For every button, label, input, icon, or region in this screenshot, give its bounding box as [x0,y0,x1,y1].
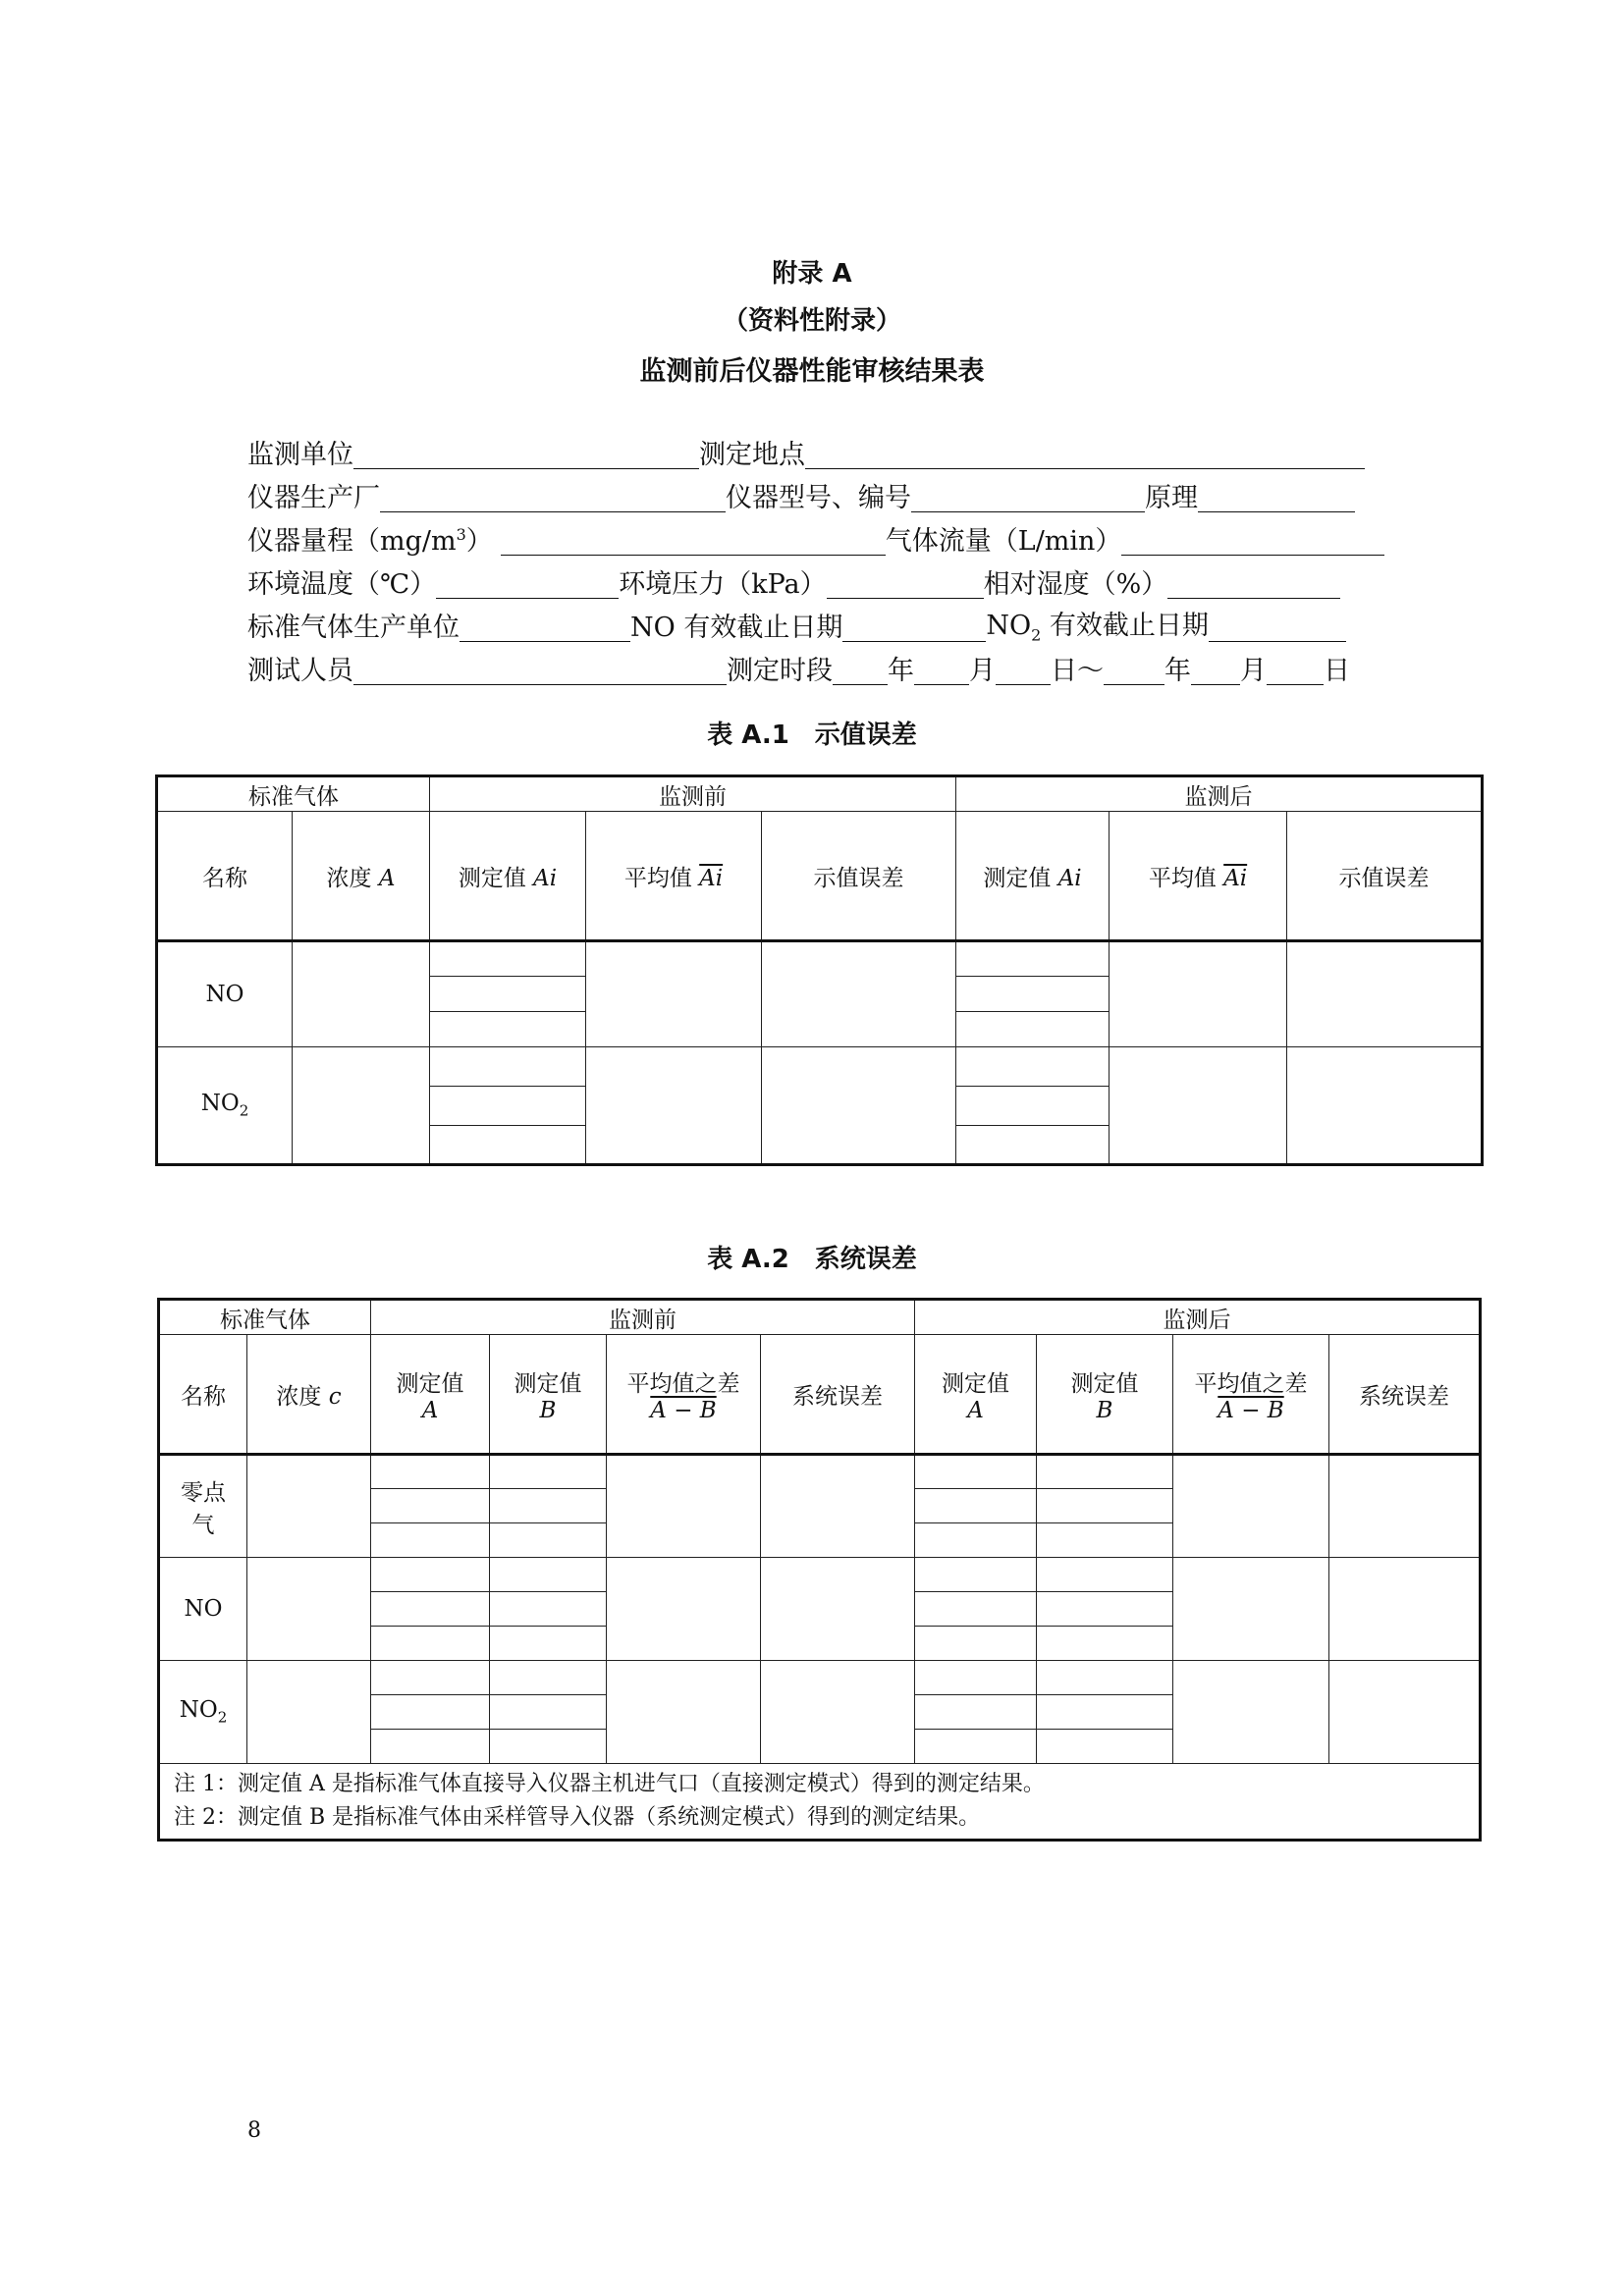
t2-cell[interactable] [607,1558,761,1661]
t2-cell[interactable] [607,1455,761,1558]
t1-cell[interactable] [762,1047,956,1165]
t2-cell[interactable] [1037,1695,1173,1730]
appendix-type: （资料性附录） [722,306,901,336]
t1-row-no2-label: $NO_2$ [157,1047,293,1165]
day-label: 日～ [1051,656,1104,686]
month-label: 月 [969,656,996,686]
t2-cell[interactable] [1037,1661,1173,1695]
t2-cell[interactable] [1329,1661,1481,1764]
t2-cell[interactable] [607,1661,761,1764]
t1-error-before-header: 示值误差 [762,812,956,941]
day2-label: 日 [1324,656,1350,686]
note-1: 注 1：测定值 A 是指标准气体直接导入仪器主机进气口（直接测定模式）得到的测定结果。 [174,1772,1045,1796]
form-row-unit [247,432,1386,475]
t1-conc-header: 浓度 A [293,812,430,941]
t1-measured-after-header: 测定值 Ai [956,812,1110,941]
month2-label: 月 [1240,656,1267,686]
t2-cell[interactable] [761,1661,915,1764]
t2-cell[interactable] [247,1455,371,1558]
t1-cell[interactable] [1110,1047,1287,1165]
t2-cell[interactable] [1037,1558,1173,1592]
indication-error-table [155,774,1484,1166]
unit-field[interactable] [353,439,699,469]
month2-field[interactable] [1191,655,1240,685]
t1-cell[interactable] [430,1087,586,1126]
t2-cell[interactable] [490,1592,607,1627]
t1-cell[interactable] [1287,941,1483,1047]
t2-cell[interactable] [915,1592,1037,1627]
model-label: 仪器型号、编号 [726,483,911,513]
principle-label: 原理 [1145,483,1198,513]
t1-measured-before-header: 测定值 Ai [430,812,586,941]
range-label: 仪器量程$(mg/m^3)$ [247,525,493,557]
t2-cell[interactable] [371,1592,490,1627]
t2-cell[interactable] [490,1489,607,1523]
t2-measured-a-after-header: 测定值 A [915,1335,1037,1455]
t2-cell[interactable] [371,1730,490,1764]
t1-cell[interactable] [956,1126,1110,1165]
t1-row-no-label: NO [157,941,293,1047]
t2-measured-a-before-header: 测定值 A [371,1335,490,1455]
month-field[interactable] [914,655,969,685]
manufacturer-field[interactable] [380,482,726,512]
t1-cell[interactable] [956,977,1110,1012]
t2-cell[interactable] [1173,1661,1329,1764]
t2-cell[interactable] [1037,1627,1173,1661]
period-label: 测定时段 [727,656,833,686]
year2-field[interactable] [1104,655,1164,685]
t2-cell[interactable] [1329,1558,1481,1661]
t2-cell[interactable] [247,1661,371,1764]
year2-label: 年 [1164,656,1191,686]
t2-cell[interactable] [490,1558,607,1592]
tester-field[interactable] [353,655,727,685]
t2-cell[interactable] [490,1695,607,1730]
t2-cell[interactable] [1173,1455,1329,1558]
t2-cell[interactable] [371,1661,490,1695]
t1-cell[interactable] [430,1047,586,1087]
form-row-manufacturer [247,475,1386,518]
t2-cell[interactable] [490,1730,607,1764]
site-field[interactable] [805,439,1365,469]
t2-error-before-header: 系统误差 [761,1335,915,1455]
t2-cell[interactable] [915,1455,1037,1489]
t1-cell[interactable] [1287,1047,1483,1165]
t2-before-header: 监测前 [371,1300,915,1335]
t1-before-header: 监测前 [430,776,956,812]
t2-avg-diff-before-header: 平均值之差 A − B [607,1335,761,1455]
t1-cell[interactable] [586,941,762,1047]
note-2: 注 2：测定值 B 是指标准气体由采样管导入仪器（系统测定模式）得到的测定结果。 [174,1805,981,1830]
no2-expiry-label: $NO_2$ 有效截止日期 [986,610,1209,644]
t1-cell[interactable] [430,1126,586,1165]
t2-std-gas-header: 标准气体 [159,1300,371,1335]
t2-cell[interactable] [490,1627,607,1661]
t1-cell[interactable] [293,941,430,1047]
t2-cell[interactable] [371,1455,490,1489]
t2-conc-header: 浓度 c [247,1335,371,1455]
t2-avg-diff-after-header: 平均值之差 A − B [1173,1335,1329,1455]
principle-field[interactable] [1198,482,1355,512]
unit-label: 监测单位 [247,440,353,470]
day2-field[interactable] [1267,655,1324,685]
t2-notes [159,1764,1481,1841]
t2-cell[interactable] [1329,1455,1481,1558]
t1-after-header: 监测后 [956,776,1483,812]
t2-cell[interactable] [490,1455,607,1489]
t2-cell[interactable] [1037,1489,1173,1523]
t1-error-after-header: 示值误差 [1287,812,1483,941]
t2-cell[interactable] [915,1558,1037,1592]
t1-cell[interactable] [956,941,1110,977]
gas-maker-label: 标准气体生产单位 [247,613,460,643]
no2-expiry-field[interactable] [1209,612,1346,642]
no-expiry-label: NO 有效截止日期 [630,613,843,643]
temp-label: 环境温度（℃） [247,569,437,600]
page-number: 8 [247,2118,261,2143]
form-row-gas [247,605,1386,648]
tester-label: 测试人员 [247,656,353,686]
gas-maker-field[interactable] [460,612,630,642]
appendix-label: 附录 A [772,259,852,289]
t2-cell[interactable] [371,1695,490,1730]
t1-cell[interactable] [586,1047,762,1165]
t1-cell[interactable] [762,941,956,1047]
t2-cell[interactable] [915,1730,1037,1764]
site-label: 测定地点 [699,440,805,470]
t2-cell[interactable] [761,1558,915,1661]
t2-cell[interactable] [915,1695,1037,1730]
t2-measured-b-after-header: 测定值 B [1037,1335,1173,1455]
t1-cell[interactable] [430,1012,586,1047]
day-field[interactable] [996,655,1051,685]
humidity-field[interactable] [1167,568,1340,599]
t2-cell[interactable] [761,1455,915,1558]
t2-cell[interactable] [490,1523,607,1558]
system-error-table [157,1298,1482,1842]
t2-cell[interactable] [915,1627,1037,1661]
t1-avg-after-header: 平均值 $\overline{Ai}$ [1110,812,1287,941]
t2-cell[interactable] [247,1558,371,1661]
year-field[interactable] [833,655,888,685]
t2-cell[interactable] [371,1627,490,1661]
form-row-environment [247,561,1386,605]
page-title: 监测前后仪器性能审核结果表 [639,356,985,387]
t2-cell[interactable] [1037,1592,1173,1627]
temp-field[interactable] [436,568,619,599]
t2-cell[interactable] [915,1489,1037,1523]
humidity-label: 相对湿度（%） [983,569,1168,600]
t2-cell[interactable] [490,1661,607,1695]
t1-name-header: 名称 [157,812,293,941]
t2-row-zero-label: 零点 气 [159,1455,247,1558]
t2-error-after-header: 系统误差 [1329,1335,1481,1455]
table1-caption: 表 A.1 示值误差 [707,721,917,750]
t2-cell[interactable] [915,1523,1037,1558]
t1-cell[interactable] [430,941,586,977]
manufacturer-label: 仪器生产厂 [247,483,380,513]
year-label: 年 [888,656,914,686]
table2-caption: 表 A.2 系统误差 [707,1245,917,1274]
t2-cell[interactable] [371,1489,490,1523]
range-field[interactable] [501,525,886,556]
t1-cell[interactable] [956,1047,1110,1087]
no-expiry-field[interactable] [842,612,986,642]
t1-cell[interactable] [430,977,586,1012]
form-row-tester [247,648,1386,691]
flow-field[interactable] [1121,525,1384,556]
t2-measured-b-before-header: 测定值 B [490,1335,607,1455]
model-field[interactable] [911,482,1145,512]
t2-cell[interactable] [371,1523,490,1558]
t1-std-gas-header: 标准气体 [157,776,430,812]
t1-cell[interactable] [1110,941,1287,1047]
t2-cell[interactable] [371,1558,490,1592]
t2-row-no-label: NO [159,1558,247,1661]
t2-after-header: 监测后 [915,1300,1481,1335]
t2-row-no2-label: $NO_2$ [159,1661,247,1764]
t1-cell[interactable] [293,1047,430,1165]
t1-avg-before-header: 平均值 $\overline{Ai}$ [586,812,762,941]
pressure-field[interactable] [827,568,984,599]
pressure-label: 环境压力（kPa） [619,569,827,600]
t2-cell[interactable] [1173,1558,1329,1661]
t1-cell[interactable] [956,1012,1110,1047]
t2-cell[interactable] [1037,1730,1173,1764]
form-row-range [247,518,1386,561]
t1-cell[interactable] [956,1087,1110,1126]
t2-name-header: 名称 [159,1335,247,1455]
t2-cell[interactable] [1037,1455,1173,1489]
flow-label: 气体流量（L/min） [885,526,1122,557]
t2-cell[interactable] [1037,1523,1173,1558]
t2-cell[interactable] [915,1661,1037,1695]
